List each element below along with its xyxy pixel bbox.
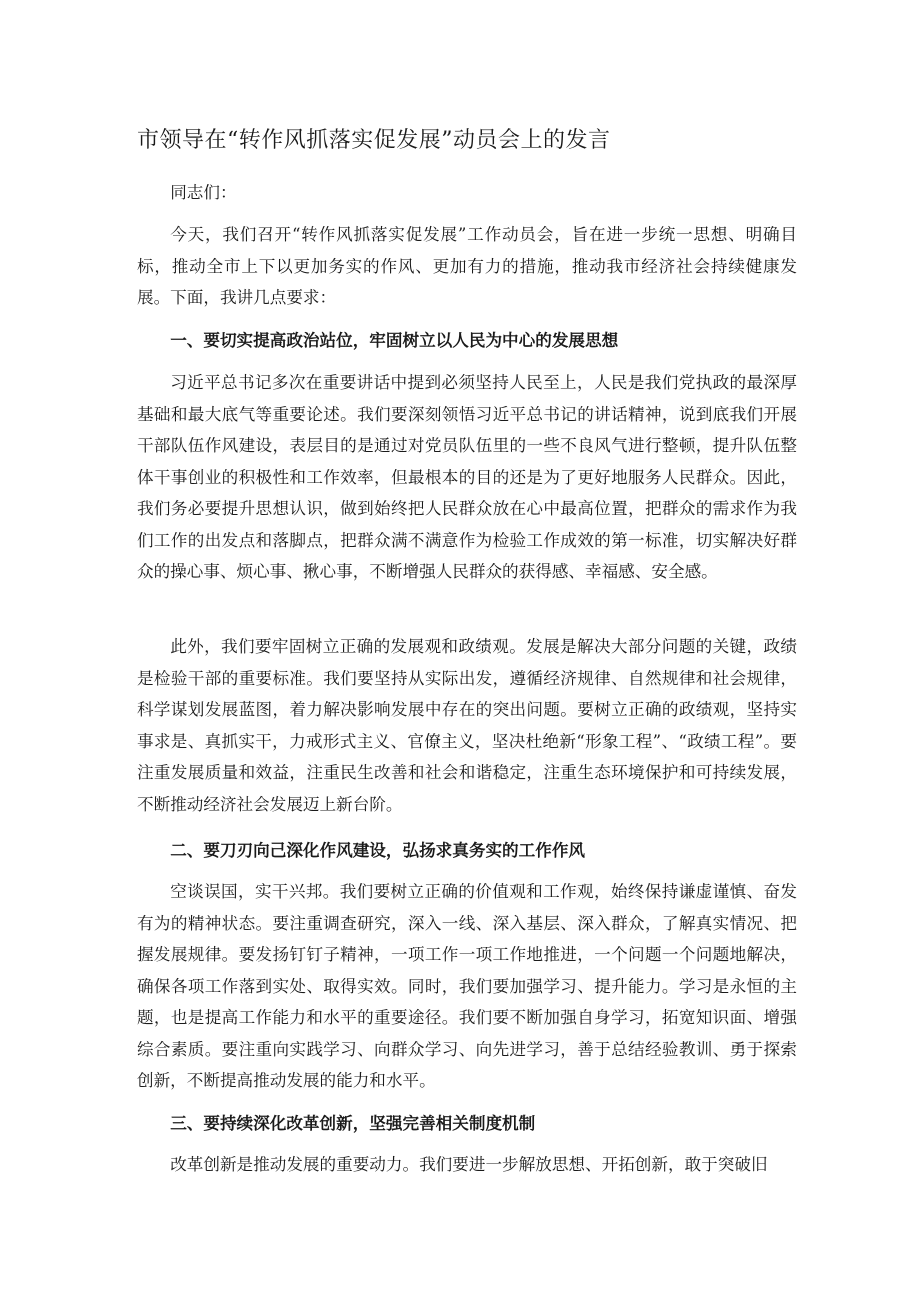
section-heading-1: 一、要切实提高政治站位，牢固树立以人民为中心的发展思想 [170,330,619,350]
salutation: 同志们： [170,183,237,202]
section-heading-2: 二、要刀刃向己深化作风建设，弘扬求真务实的工作作风 [170,840,586,860]
section-2-paragraph-1: 空谈误国，实干兴邦。我们要树立正确的价值观和工作观，始终保持谦虚谨慎、奋发有为的精神状态。要注重调查研究，深入一线、深入基层、深入群众，了解真实情况、把握发展规律。要发扬钉钉子精神，一项工作一项工作地推进，一个问题一个问题地解决，确保各项工作落到实处、取得实效。同时，我们要加强学习、提升能力。学习是永恒的主题，也是提高工作能力和水平的重要途径。我们要不断加强自身学习，拓宽知识面、增强综合素质。要注重向实践学习、向群众学习、向先进学习，善于总结经验教训、勇于探索创新，不断提高推动发展的能力和水平。 [137,882,797,1090]
document-title: 市领导在“转作风抓落实促发展”动员会上的发言 [137,128,611,153]
section-1-paragraph-1: 习近平总书记多次在重要讲话中提到必须坚持人民至上，人民是我们党执政的最深厚基础和最大底气等重要论述。我们要深刻领悟习近平总书记的讲话精神，说到底我们开展干部队伍作风建设，表层目的是通过对党员队伍里的一些不良风气进行整顿，提升队伍整体干事创业的积极性和工作效率，但最根本的目的还是为了更好地服务人民群众。因此，我们务必要提升思想认识，做到始终把人民群众放在心中最高位置，把群众的需求作为我们工作的出发点和落脚点，把群众满不满意作为检验工作成效的第一标准，切实解决好群众的操心事、烦心事、揪心事，不断增强人民群众的获得感、幸福感、安全感。 [137,373,797,581]
intro-paragraph: 今天，我们召开“转作风抓落实促发展”工作动员会，旨在进一步统一思想、明确目标，推动全市上下以更加务实的作风、更加有力的措施，推动我市经济社会持续健康发展。下面，我讲几点要求： [137,225,797,307]
section-3-paragraph-1: 改革创新是推动发展的重要动力。我们要进一步解放思想、开拓创新，敢于突破旧 [170,1155,768,1174]
section-1-paragraph-2: 此外，我们要牢固树立正确的发展观和政绩观。发展是解决大部分问题的关键，政绩是检验干部的重要标准。我们要坚持从实际出发，遵循经济规律、自然规律和社会规律，科学谋划发展蓝图，着力解决影响发展中存在的突出问题。要树立正确的政绩观，坚持实事求是、真抓实干，力戒形式主义、官僚主义，坚决杜绝新“形象工程”、“政绩工程”。要注重发展质量和效益，注重民生改善和社会和谐稳定，注重生态环境保护和可持续发展，不断推动经济社会发展迈上新台阶。 [137,637,797,814]
section-heading-3: 三、要持续深化改革创新，坚强完善相关制度机制 [170,1113,536,1133]
